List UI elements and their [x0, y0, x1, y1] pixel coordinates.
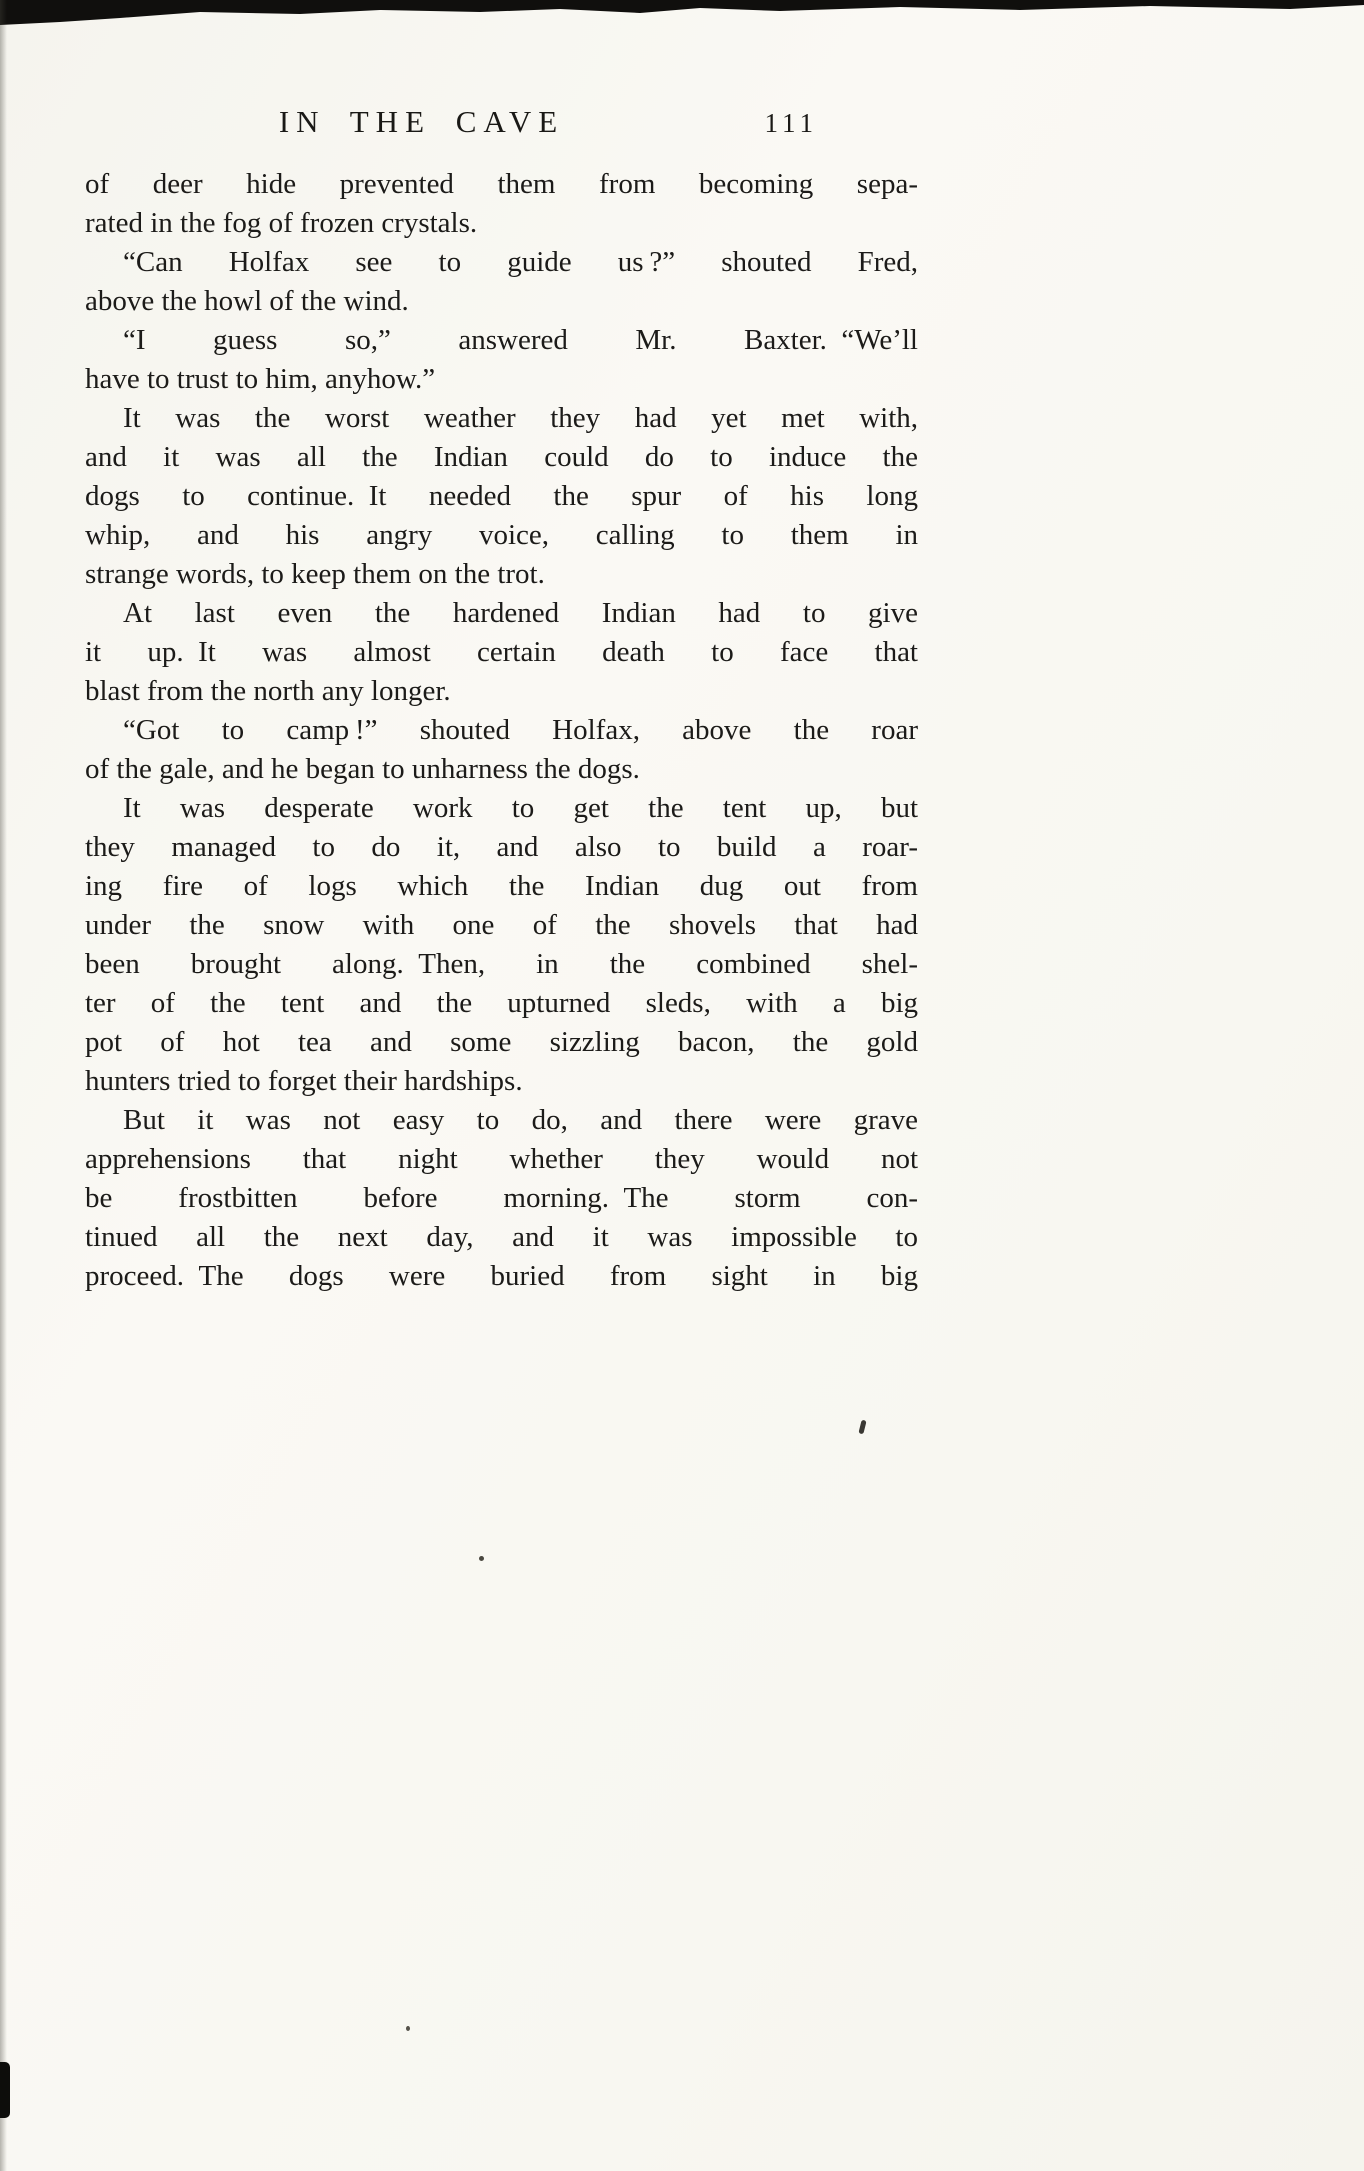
text-line: It was the worst weather they had yet met with, [123, 402, 918, 434]
text-line: been brought along. Then, in the combined shel- [85, 948, 918, 980]
text-line: and it was all the Indian could do to induce the [85, 441, 918, 473]
text-line: rated in the fog of frozen crystals. [85, 207, 478, 239]
ink-speck [858, 1420, 866, 1435]
text-line: blast from the north any longer. [85, 675, 451, 707]
text-line: “Got to camp !” shouted Holfax, above the roar [123, 714, 918, 746]
text-line: But it was not easy to do, and there were grave [123, 1104, 918, 1136]
text-line: hunters tried to forget their hardships. [85, 1065, 523, 1097]
text-line: be frostbitten before morning. The storm con- [85, 1182, 918, 1214]
text-line: have to trust to him, anyhow.” [85, 363, 436, 395]
text-line: ter of the tent and the upturned sleds, with a big [85, 987, 918, 1019]
scan-left-edge-shadow [0, 0, 7, 2171]
text-line: of the gale, and he began to unharness the dogs. [85, 753, 640, 785]
text-line: pot of hot tea and some sizzling bacon, the gold [85, 1026, 918, 1058]
text-line: under the snow with one of the shovels that had [85, 909, 918, 941]
chapter-title: IN THE CAVE [278, 104, 565, 139]
text-line: “Can Holfax see to guide us ?” shouted Fred, [123, 246, 918, 278]
text-line: apprehensions that night whether they would not [85, 1143, 918, 1175]
scan-ink-blot [0, 2062, 10, 2118]
ink-speck [406, 2026, 410, 2031]
text-line: whip, and his angry voice, calling to them in [85, 519, 918, 551]
text-line: of deer hide prevented them from becoming sepa- [85, 168, 918, 200]
text-line: proceed. The dogs were buried from sight in big [85, 1260, 918, 1292]
scan-torn-top-edge [0, 0, 1364, 26]
text-line: it up. It was almost certain death to face that [85, 636, 918, 668]
text-line: tinued all the next day, and it was impossible to [85, 1221, 918, 1253]
text-line: “I guess so,” answered Mr. Baxter. “We’ll [123, 324, 918, 356]
running-header [85, 104, 918, 148]
body-text [85, 165, 918, 1296]
page-number: 111 [764, 108, 818, 138]
text-line: dogs to continue. It needed the spur of his long [85, 480, 918, 512]
text-line: It was desperate work to get the tent up, but [123, 792, 918, 824]
text-line: they managed to do it, and also to build a roar- [85, 831, 918, 863]
text-line: above the howl of the wind. [85, 285, 409, 317]
text-line: strange words, to keep them on the trot. [85, 558, 545, 590]
ink-speck [479, 1556, 484, 1561]
text-line: ing fire of logs which the Indian dug out from [85, 870, 918, 902]
text-line: At last even the hardened Indian had to give [123, 597, 918, 629]
